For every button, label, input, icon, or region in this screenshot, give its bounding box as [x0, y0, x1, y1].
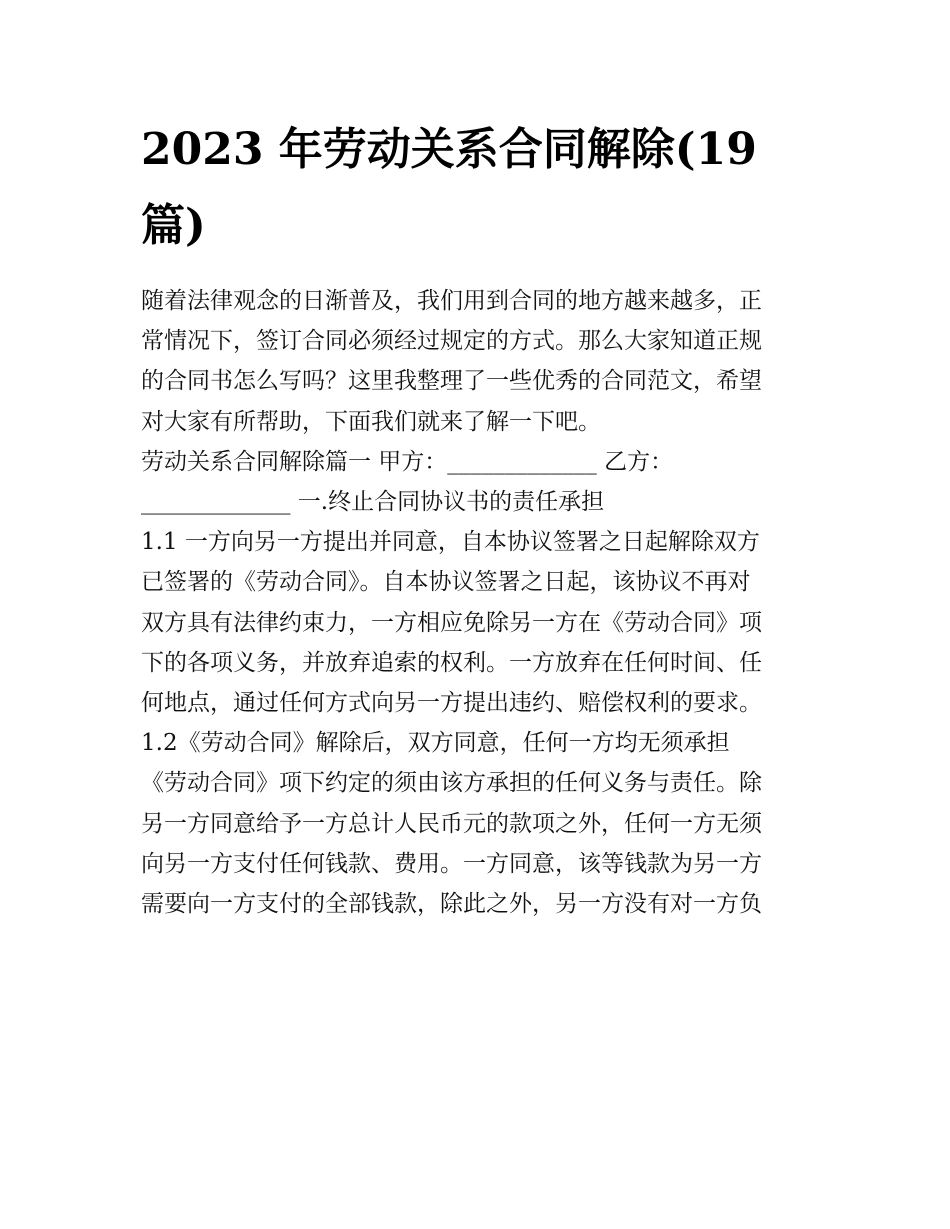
body-line: 下的各项义务，并放弃追索的权利。一方放弃在任何时间、任: [141, 649, 762, 676]
body-line: 《劳动合同》项下约定的须由该方承担的任何义务与责任。除: [141, 770, 762, 797]
document-body: [141, 281, 821, 924]
body-line: 另一方同意给予一方总计人民币元的款项之外，任何一方无须: [141, 810, 762, 837]
body-line: _____________ 一.终止合同协议书的责任承担: [141, 489, 605, 516]
body-line: 1.1 一方向另一方提出并同意，自本协议签署之日起解除双方: [141, 529, 760, 556]
body-line: 的合同书怎么写吗？这里我整理了一些优秀的合同范文，希望: [141, 368, 762, 395]
body-line: 何地点，通过任何方式向另一方提出违约、赔偿权利的要求。: [141, 690, 762, 717]
body-line: 对大家有所帮助，下面我们就来了解一下吧。: [141, 408, 601, 435]
body-line: 已签署的《劳动合同》。自本协议签署之日起，该协议不再对: [141, 569, 751, 596]
body-line: 需要向一方支付的全部钱款，除此之外，另一方没有对一方负: [141, 891, 762, 918]
body-line: 随着法律观念的日渐普及，我们用到合同的地方越来越多，正: [141, 288, 762, 314]
body-line: 双方具有法律约束力，一方相应免除另一方在《劳动合同》项: [141, 609, 762, 636]
title-line: 2023 年劳动关系合同解除(19: [141, 124, 757, 175]
body-line: 常情况下，签订合同必须经过规定的方式。那么大家知道正规: [141, 328, 762, 355]
title-line: 篇): [141, 200, 206, 251]
body-line: 劳动关系合同解除篇一 甲方：_____________ 乙方：: [141, 448, 674, 475]
document-title: [141, 112, 821, 264]
body-line: 向另一方支付任何钱款、费用。一方同意，该等钱款为另一方: [141, 850, 762, 877]
body-line: 1.2《劳动合同》解除后，双方同意，任何一方均无须承担: [141, 730, 730, 757]
